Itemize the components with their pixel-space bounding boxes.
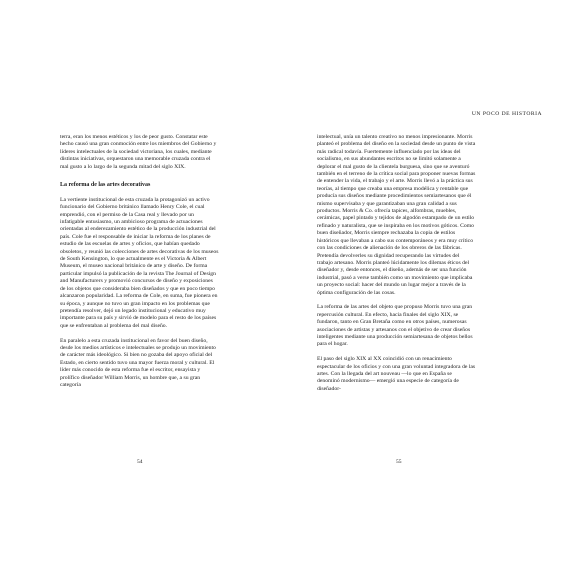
right-paragraph-1: intelectual, unía un talento creativo no menos impresionante. Morris planteó el problema del diseño en la sociedad desde un punto de vista más radical todavía. Fuertemente influenciado por las ideas del socialismo, en sus abundantes escritos no se limitó solamente a deplorar el mal gusto de la clientela burguesa, sino que se aventuró también en el terreno de la crítica social para proponer nuevas formas de entender la vida, el trabajo y el arte. Morris llevó a la práctica sus teorías, al tiempo que creaba una empresa modélica y rentable que producía sus diseños mediante procedimientos semiartesanos que él mismo supervisaba y que garantizaban una gran calidad a sus productos. Morris & Co. ofrecía tapices, alfombras, muebles, cerámicas, papel pintado y tejidos de algodón estampado de un estilo refinado y naturalista, que se inspiraba en los motivos góticos. Como buen diseñador, Morris siempre rechazaba la copia de estilos históricos que llevaban a cabo sus contemporáneos y era muy crítico con las condiciones de alienación de los obreros de las fábricas. Pretendía devolverles su dignidad recuperando las virtudes del trabajo artesano. Morris planteó lúcidamente los dilemas éticos del diseñador y, desde entonces, el diseño, además de ser una función industrial, pasó a verse también como un movimiento que implicaba un proyecto social: hacer del mundo un lugar mejor a través de la óptima configuración de las cosas. [317, 134, 476, 296]
left-paragraph-2: La vertiente institucional de esta cruzada la protagonizó un activo funcionario del Gobierno británico llamado Henry Cole, el cual emprendió, con el permiso de la Casa real y llevado por un infatigable entusiasmo, un ambicioso programa de actuaciones orientadas al enderezamiento estético de la producción industrial del país. Cole fue el responsable de iniciar la reforma de los planes de estudio de las escuelas de artes y oficios, que habían quedado obsoletos, y reunió las colecciones de artes decorativas de los museos de South Kensington, lo que actualmente es el Victoria & Albert Museum, el museo nacional británico de arte y diseño. De forma particular impulsó la publicación de la revista The Journal of Design and Manufacturers y promovió concursos de diseño y exposiciones de los objetos que consideraba bien diseñados y que en poco tiempo alcanzaron popularidad. La reforma de Cole, en suma, fue pionera en su época, y aunque no tuvo un gran impacto en los problemas que pretendía resolver, dejó un legado institucional y educativo muy importante para su país y sirvió de modelo para el resto de los países que se enfrentaban al problema del mal diseño. [60, 196, 219, 329]
right-paragraph-3: El paso del siglo XIX al XX coincidió con un renacimiento espectacular de los oficios y con una gran voluntad integradora de las artes. Con la llegada del art nouveau —lo que en España se denominó modernismo— emergió una especie de categoría de diseñador- [317, 356, 476, 392]
right-page [285, 0, 570, 570]
right-page-number: 55 [396, 459, 402, 465]
left-page-number: 54 [137, 459, 143, 465]
right-paragraph-2: La reforma de las artes del objeto que propuso Morris tuvo una gran repercusión cultural. En efecto, hacia finales del siglo XIX, se fundaron, tanto en Gran Bretaña como en otros países, numerosas asociaciones de artistas y artesanos con el objetivo de crear diseños inteligentes mediante una producción semiartesana de objetos bellos para el hogar. [317, 304, 473, 348]
right-text-column [317, 134, 476, 393]
section-heading: La reforma de las artes decorativas [60, 182, 151, 189]
running-head: UN POCO DE HISTORIA [471, 111, 542, 117]
left-paragraph-3: En paralelo a esta cruzada institucional en favor del buen diseño, desde los medios artísticos e intelectuales se produjo un movimiento de carácter más ideológico. Si bien no gozaba del apoyo oficial del Estado, en cierto sentido tuvo una mayor fuerza moral y cultural. El líder más conocido de esta reforma fue el escritor, ensayista y prolífico diseñador William Morris, un hombre que, a su gran categoría [60, 337, 216, 388]
left-text-column [60, 134, 219, 389]
left-paragraph-1: terra, eran los menos estéticos y los de peor gusto. Constatar este hecho causó una gran conmoción entre los miembros del Gobierno y líderes intelectuales de la sociedad victoriana, los cuales, mediante distintas iniciativas, orquestaron una memorable cruzada contra el mal gusto a lo largo de la segunda mitad del siglo XIX. [60, 134, 217, 170]
